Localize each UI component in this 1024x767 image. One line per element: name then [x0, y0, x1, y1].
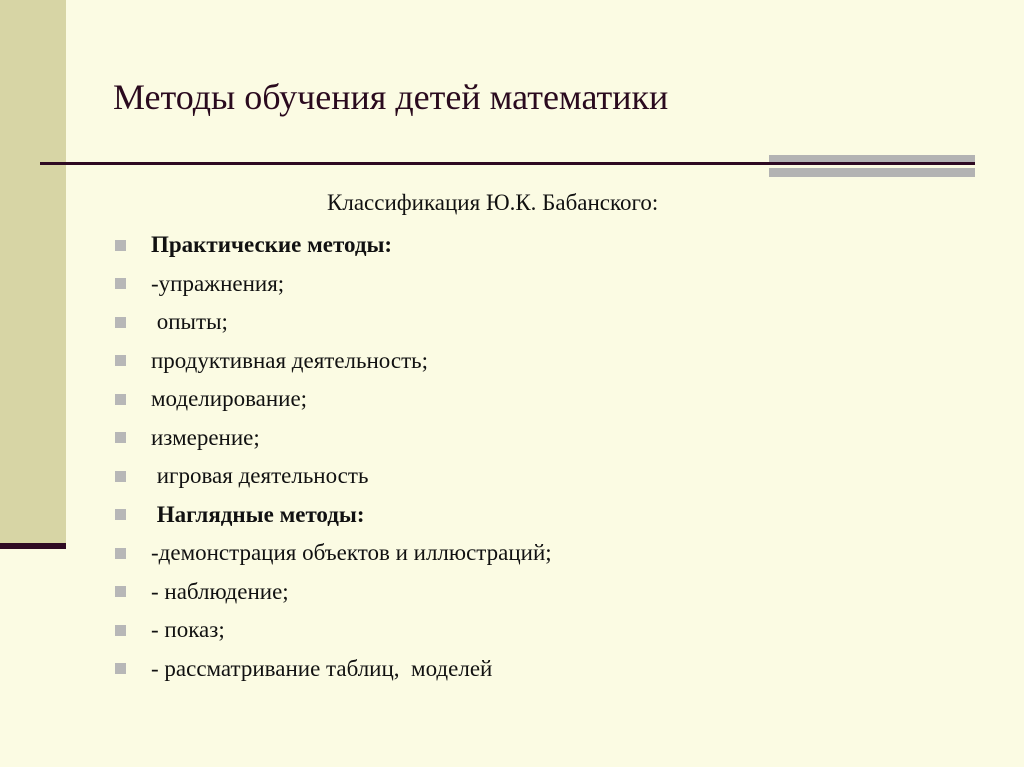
list-item [115, 342, 552, 381]
slide-subtitle: Классификация Ю.К. Бабанского: [327, 190, 659, 215]
square-bullet-icon [115, 663, 126, 674]
list-item [115, 573, 552, 612]
list-item [115, 534, 552, 573]
list-item [115, 650, 552, 689]
list-item [115, 303, 552, 342]
list-item [115, 496, 552, 535]
list-item [115, 380, 552, 419]
list-item-text: Практические методы: [151, 232, 393, 257]
list-item-text: -упражнения; [151, 270, 285, 296]
square-bullet-icon [115, 586, 126, 597]
list-item [115, 457, 552, 496]
list-item-text: опыты; [151, 309, 228, 334]
square-bullet-icon [115, 625, 126, 636]
list-item [115, 611, 552, 650]
decor-gray-bar-bottom [769, 168, 975, 177]
left-decor-band [0, 0, 66, 545]
square-bullet-icon [115, 432, 126, 443]
square-bullet-icon [115, 548, 126, 559]
square-bullet-icon [115, 317, 126, 328]
bullet-list [115, 226, 552, 688]
list-item-text: Наглядные методы: [151, 501, 365, 527]
list-item [115, 226, 552, 265]
decor-gray-bar-top [769, 155, 975, 162]
list-item-text: продуктивная деятельность; [151, 347, 429, 373]
square-bullet-icon [115, 240, 126, 251]
square-bullet-icon [115, 394, 126, 405]
list-item [115, 419, 552, 458]
slide-title: Методы обучения детей математики [113, 77, 669, 117]
square-bullet-icon [115, 471, 126, 482]
left-decor-line [0, 543, 66, 549]
square-bullet-icon [115, 355, 126, 366]
list-item-text: игровая деятельность [151, 463, 369, 488]
list-item-text: - наблюдение; [151, 578, 289, 604]
list-item-text: -демонстрация объектов и иллюстраций; [151, 540, 552, 565]
title-divider [40, 162, 975, 165]
square-bullet-icon [115, 278, 126, 289]
square-bullet-icon [115, 509, 126, 520]
list-item-text: моделирование; [151, 386, 308, 411]
list-item-text: - показ; [151, 617, 225, 642]
list-item [115, 265, 552, 304]
list-item-text: - рассматривание таблиц, моделей [151, 655, 493, 681]
list-item-text: измерение; [151, 424, 260, 450]
